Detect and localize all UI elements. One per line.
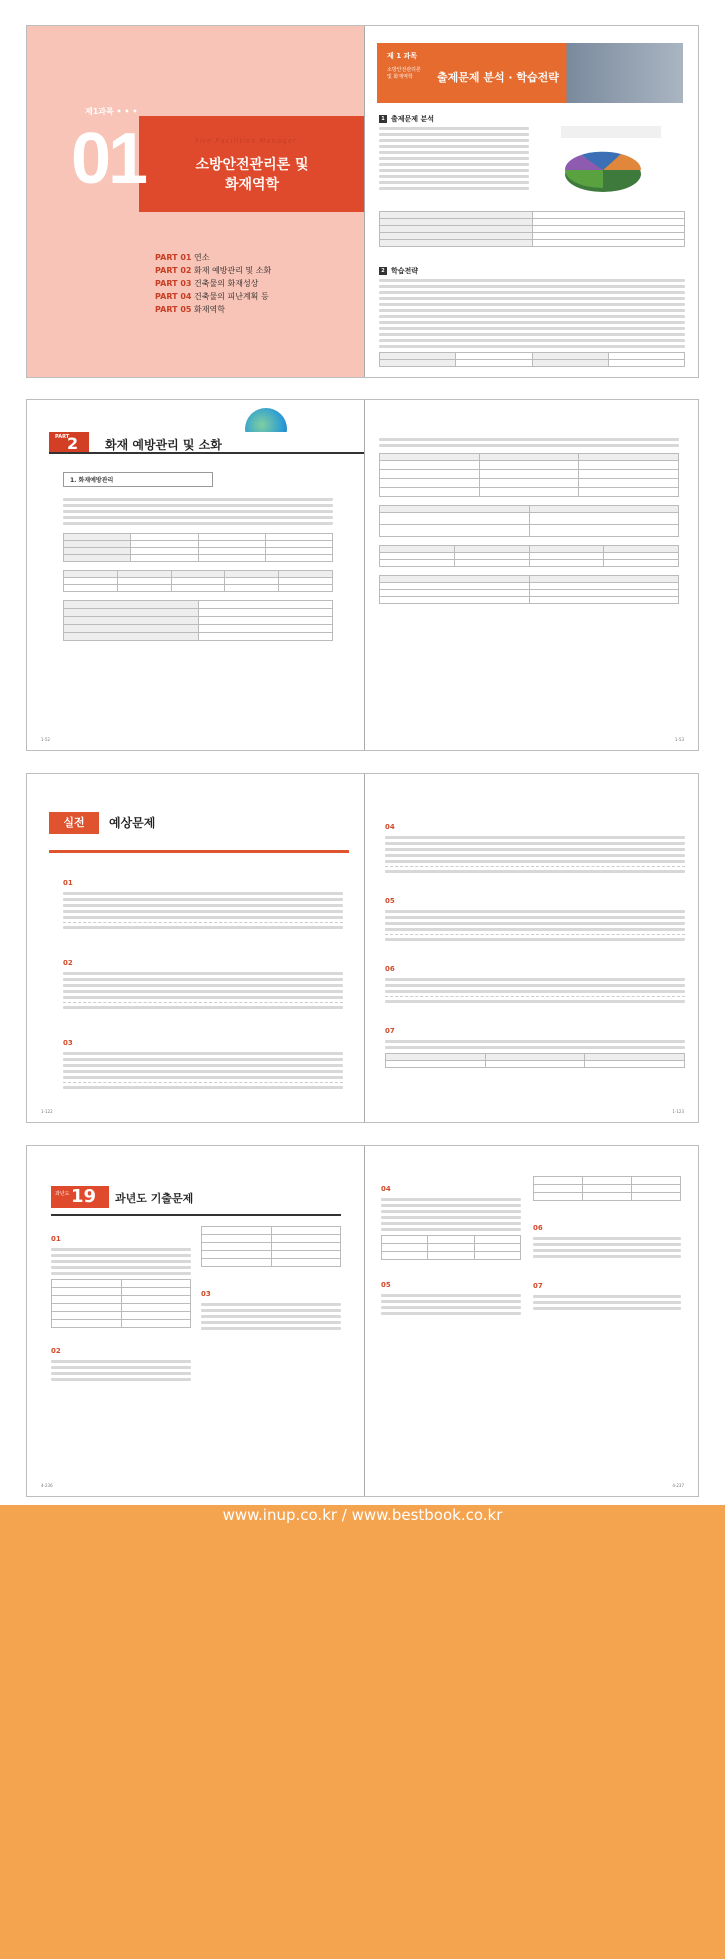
title-rule	[49, 850, 349, 853]
cover-background	[27, 26, 364, 377]
part-number: 2	[67, 434, 79, 453]
practice-badge: 실전	[49, 812, 99, 834]
spread-1	[26, 25, 699, 378]
subject-title-line2: 화재역학	[224, 177, 280, 193]
chapter-body	[63, 495, 333, 641]
exam-badge-label: 과년도	[55, 1191, 70, 1197]
spread-3	[26, 773, 699, 1123]
question-item: 05	[381, 1281, 391, 1289]
question-item: 05	[385, 897, 395, 905]
question-item: 06	[385, 965, 395, 973]
exam-title: 과년도 기출문제	[115, 1192, 194, 1205]
question-item: 04	[385, 823, 395, 831]
strategy-section	[379, 266, 685, 367]
question-item: 03	[63, 1039, 73, 1047]
question-column-1	[51, 1226, 191, 1384]
analysis-header	[377, 43, 683, 103]
subject-title-line1: 소방안전관리론 및	[195, 157, 309, 173]
question-list	[385, 814, 685, 1068]
page-number: 1-52	[41, 737, 51, 742]
question-item: 04	[381, 1185, 391, 1193]
page-number: 1-123	[672, 1109, 684, 1114]
part-item: PART 03 건축물의 화재성상	[155, 279, 259, 288]
page-number: 4-237	[672, 1483, 684, 1488]
analysis-table	[379, 211, 685, 247]
section-heading: 1 출제문제 분석	[379, 114, 529, 124]
question-item: 02	[63, 959, 73, 967]
spread-4	[26, 1145, 699, 1497]
part-item: PART 04 건축물의 피난계획 등	[155, 292, 269, 301]
subject-number: 01	[71, 119, 146, 199]
past-exam-left-page	[27, 1146, 364, 1496]
practice-title: 예상문제	[109, 816, 156, 830]
cover-page	[27, 26, 364, 377]
past-exam-right-page	[365, 1146, 698, 1496]
subject-label: 제1과목 • • •	[85, 107, 138, 116]
part-label: PART	[55, 434, 70, 440]
subject-badge: 제 1 과목	[387, 52, 418, 60]
question-item: 03	[201, 1290, 211, 1298]
pie-chart-graphic	[541, 122, 681, 202]
analysis-page	[365, 26, 698, 377]
footer-band	[0, 1505, 725, 1959]
part-title: 화재 예방관리 및 소화	[105, 438, 222, 452]
exam-badge	[51, 1186, 109, 1208]
question-item: 02	[51, 1347, 61, 1355]
chapter-heading: 1. 화재예방관리	[63, 472, 213, 487]
part2-left-page	[27, 400, 364, 750]
analysis-title: 출제문제 분석 · 학습전략	[437, 71, 559, 84]
page-number: 1-122	[41, 1109, 53, 1114]
question-item: 07	[533, 1282, 543, 1290]
title-rule	[51, 1214, 341, 1216]
question-item: 01	[63, 879, 73, 887]
page-number: 1-53	[674, 737, 684, 742]
parts-list	[155, 251, 271, 316]
part-item: PART 02 화재 예방관리 및 소화	[155, 266, 272, 275]
website-urls[interactable]: www.inup.co.kr / www.bestbook.co.kr	[222, 1506, 503, 1524]
question-list	[63, 870, 343, 1092]
subtitle-en: Fire Facilities Manager	[195, 137, 297, 145]
spread-2	[26, 399, 699, 751]
practice-left-page	[27, 774, 364, 1122]
right-body	[379, 435, 679, 604]
section-heading: 2 학습전략	[379, 266, 685, 276]
question-item: 01	[51, 1235, 61, 1243]
subject-sub: 소방안전관리론 및 화재역학	[387, 67, 421, 80]
part-item: PART 05 화재역학	[155, 305, 225, 314]
question-column-2	[201, 1226, 341, 1333]
question-column-4	[533, 1176, 681, 1313]
part2-right-page	[365, 400, 698, 750]
part-header	[49, 432, 364, 454]
page-number: 4-236	[41, 1483, 53, 1488]
question-item: 07	[385, 1027, 395, 1035]
question-item: 06	[533, 1224, 543, 1232]
practice-right-page	[365, 774, 698, 1122]
analysis-text	[379, 114, 529, 193]
part-item: PART 01 연소	[155, 253, 210, 262]
question-column-3	[381, 1176, 521, 1318]
exam-badge-number: 19	[71, 1186, 97, 1207]
